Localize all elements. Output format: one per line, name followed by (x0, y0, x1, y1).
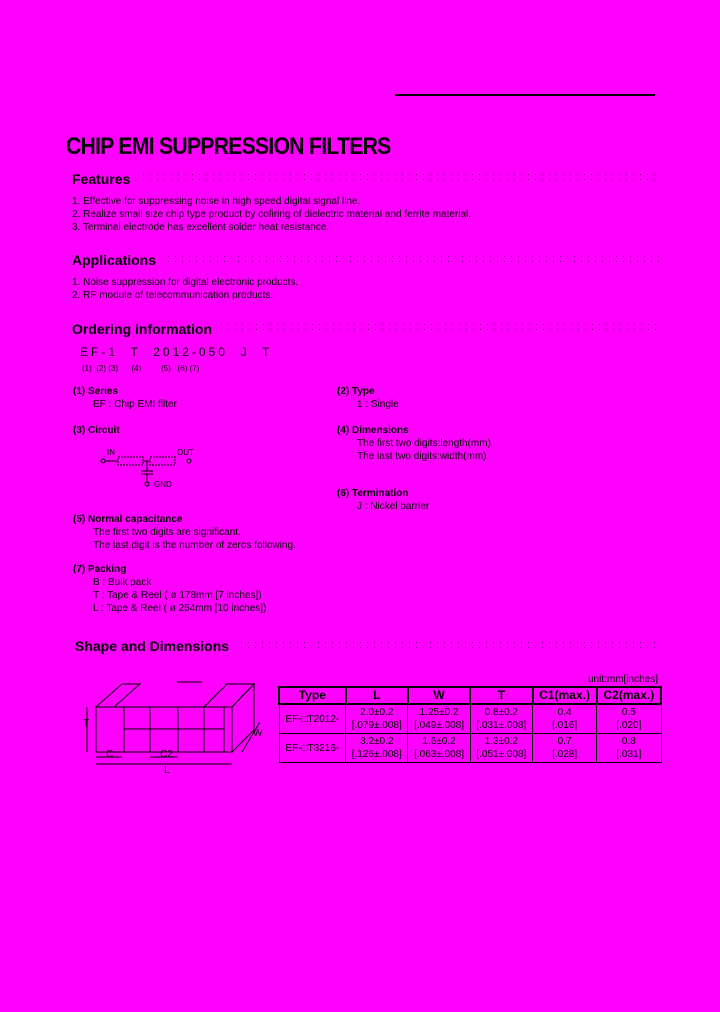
ordering-code-indices: (1) (2) (3) (4) (5) (6) (7) (82, 364, 200, 373)
cell-w: 1.6±0.2 [.063±.008] (408, 734, 470, 763)
feature-item: 3. Terminal electrode has excellent solder heat resistance. (72, 222, 330, 233)
col-c2: C2(max.) (597, 687, 661, 704)
shape-heading: Shape and Dimensions (75, 638, 230, 654)
table-header-row (279, 687, 661, 704)
capacitance-desc: The last digit is the number of zeros following. (93, 540, 296, 551)
circuit-gnd-label: GND (154, 480, 172, 489)
application-item: 2. RF module of telecommunication products. (72, 290, 274, 301)
dimensions-desc: The last two digits:width(mm) (357, 451, 487, 462)
type-desc: 1 : Single (357, 399, 399, 410)
cell-l: 2.0±0.2 [.079±.008] (346, 704, 408, 734)
circuit-out-label: OUT (177, 448, 194, 457)
col-w: W (408, 687, 470, 704)
dimensions-desc: The first two digits:length(mm) (357, 438, 491, 449)
cell-l: 3.2±0.2 [.126±.008] (346, 734, 408, 763)
label-w: W (253, 728, 263, 739)
col-type: Type (279, 687, 346, 704)
cell-t: 1.3±0.2 [.051±.008] (470, 734, 532, 763)
packing-option: B : Bulk pack (93, 577, 152, 588)
dimensions-label: (4) Dimensions (337, 425, 409, 436)
col-c1: C1(max.) (533, 687, 597, 704)
unit-label: unit:mm[inches] (588, 674, 659, 685)
termination-desc: J : Nickel barrier (357, 501, 430, 512)
cell-w: 1.25±0.2 [.049±.008] (408, 704, 470, 734)
scan-noise (165, 254, 660, 266)
capacitance-label: (5) Normal capacitance (73, 514, 183, 525)
scan-noise (238, 640, 658, 652)
cell-t: 0.8±0.2 [.031±.008] (470, 704, 532, 734)
features-heading: Features (72, 171, 131, 187)
label-c1: C (106, 749, 114, 760)
cell-c1: 0.4 [.016] (533, 704, 597, 734)
dimensions-table (278, 686, 662, 763)
label-c2: C2 (160, 749, 173, 760)
cell-c2: 0.8 [.031] (597, 734, 661, 763)
termination-label: (6) Termination (337, 488, 409, 499)
type-label: (2) Type (337, 386, 375, 397)
applications-heading: Applications (72, 252, 157, 268)
capacitance-desc: The first two digits are significant. (93, 527, 241, 538)
cell-c1: 0.7 [.028] (533, 734, 597, 763)
feature-item: 2. Realize small size chip type product by cofiring of dielectric material and ferrite material. (72, 209, 472, 220)
application-item: 1. Noise suppression for digital electronic products. (72, 277, 299, 288)
series-label: (1) Series (73, 386, 119, 397)
cell-type: EF-□T2012- (279, 704, 346, 734)
scan-noise (218, 322, 658, 334)
scan-noise (140, 172, 660, 184)
packing-option: L : Tape & Reel ( ø 254mm [10 inches]) (93, 603, 267, 614)
packing-label: (7) Packing (73, 564, 127, 575)
feature-item: 1. Effective for suppressing noise in high speed digital signal line. (72, 196, 361, 207)
label-t: T (83, 718, 90, 729)
cell-c2: 0.5 [.020] (597, 704, 661, 734)
label-l: L (164, 765, 170, 776)
col-t: T (470, 687, 532, 704)
ordering-heading: Ordering information (72, 321, 212, 337)
ordering-code: EF-1 T 2012-050 J T (80, 345, 273, 359)
col-l: L (346, 687, 408, 704)
cell-type: EF-□T3216- (279, 734, 346, 763)
circuit-label: (3) Circuit (73, 425, 120, 436)
circuit-in-label: IN (107, 448, 115, 457)
page-title: CHIP EMI SUPPRESSION FILTERS (66, 133, 391, 160)
table-row (279, 734, 661, 763)
packing-option: T : Tape & Reel ( ø 178mm [7 inches]) (93, 590, 262, 601)
series-desc: EF : Chip EMI filter (93, 399, 177, 410)
table-row (279, 704, 661, 734)
header-rule (395, 94, 655, 96)
